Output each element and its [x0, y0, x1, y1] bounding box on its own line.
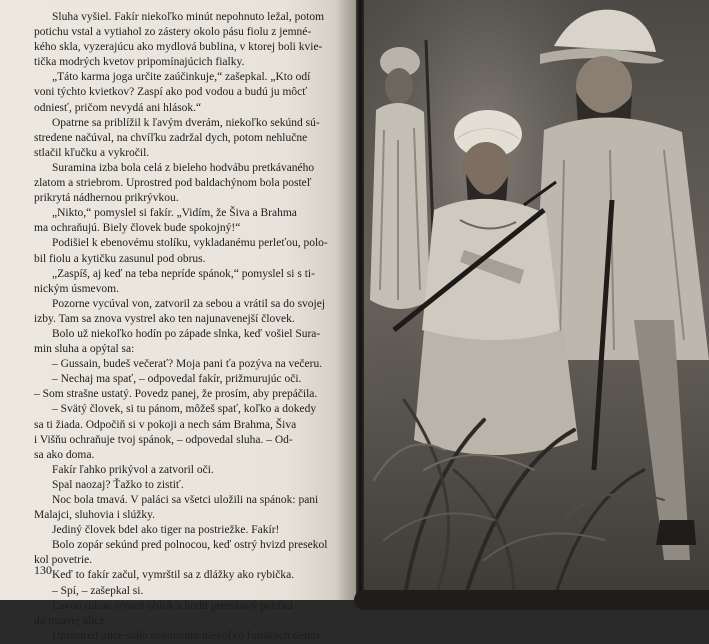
text-line: potichu vstal a vytiahol zo zástery okolo pásu fiolu z jemné-	[34, 26, 312, 39]
text-line: Noc bola tmavá. V paláci sa všetci uložili na spánok: pani	[52, 494, 319, 506]
text-line: kol povetrie.	[34, 554, 93, 567]
text-line: odniesť, pričom nevydá ani hlások.“	[34, 101, 202, 114]
text-line: nickým úsmevom.	[34, 282, 119, 295]
text-line: Jediný človek bdel ako tiger na postriežke. Fakír!	[52, 524, 280, 537]
book-gutter	[356, 0, 364, 600]
text-line: „Zaspíš, aj keď na teba nepríde spánok,“ pomyslel si s ti-	[52, 267, 315, 280]
text-line: Suramina izba bola celá z bieleho hodvábu pretkávaného	[52, 161, 315, 174]
text-line: stredene načúval, na chvíľku zadržal dych, potom nehlučne	[34, 131, 308, 144]
text-line: – Gussain, budeš večerať? Moja pani ťa pozýva na večeru.	[52, 358, 323, 371]
text-line: stlačil kľučku a vykročil.	[34, 146, 150, 159]
text-line: Sluha vyšiel. Fakír niekoľko minút nepohnuto ležal, potom	[52, 11, 325, 23]
text-line: „Táto karma joga určite zaúčinkuje,“ zašepkal. „Kto odí	[52, 71, 311, 84]
text-line: prikrytá nádhernou prikrývkou.	[34, 192, 179, 205]
text-line: Spal naozaj? Ťažko to zistiť.	[52, 478, 184, 491]
text-line: zlatom a striebrom. Uprostred pod baldachýnom bola posteľ	[34, 177, 312, 190]
text-line: – Spí, – zašepkal si.	[52, 584, 144, 597]
text-line: Bolo už niekoľko hodín po západe slnka, keď vošiel Sura-	[52, 327, 321, 340]
text-line: Opatrne sa priblížil k ľavým dverám, niekoľko sekúnd sú-	[52, 116, 320, 129]
text-line: Ľavou rukou otvoril oblok a hodil prenikavý pohľad	[52, 599, 293, 612]
text-line: ma ochraňujú. Biely človek bude spokojný!“	[34, 222, 241, 235]
text-line: Pozorne vycúval von, zatvoril za sebou a vrátil sa do svojej	[52, 297, 326, 310]
text-line: izby. Tam sa znova vystrel ako ten najunavenejší človek.	[34, 312, 295, 325]
text-line: – Nechaj ma spať, – odpovedal fakír, prižmurujúc oči.	[52, 373, 302, 386]
text-line: bil fiolu a kytičku zasunul pod obrus.	[34, 252, 206, 265]
page-number: 130	[34, 563, 52, 577]
text-line: – Som strašne ustatý. Povedz panej, že prosím, aby prepáčila.	[34, 388, 318, 401]
text-line: voni týchto kvietkov? Zaspí ako pod vodou a budú ju môcť	[34, 86, 308, 99]
text-line: do tmavej ulice.	[34, 614, 108, 627]
text-line: tička modrých kvetov pripomínajúcich fialky.	[34, 56, 245, 69]
text-line: Fakír ľahko prikývol a zatvoril oči.	[52, 463, 214, 476]
right-page	[364, 0, 709, 600]
text-line: kého skla, vyzerajúcu ako mydlová bublina, v ktorej boli kvie-	[34, 41, 323, 54]
body-text	[34, 10, 354, 644]
illustration	[364, 0, 709, 600]
text-line: Malajci, sluhovia i slúžky.	[34, 509, 155, 522]
text-line: sa ako doma.	[34, 448, 95, 461]
text-line: – Svätý človek, si tu pánom, môžeš spať, koľko a dokedy	[52, 403, 317, 416]
text-line: Keď to fakír začul, vymrštil sa z dlážky ako rybička.	[52, 569, 295, 582]
text-line: sa ti žiada. Odpočiň si v pokoji a nech sám Brahma, Šiva	[34, 418, 297, 431]
text-line: min sluha a opýtal sa:	[34, 343, 135, 356]
text-line: i Višňu ochraňuje tvoj spánok, – odpovedal sluha. – Od-	[34, 433, 293, 446]
text-line: „Nikto,“ pomyslel si fakír. „Vidím, že Šiva a Brahma	[52, 207, 297, 220]
text-line: Bolo zopár sekúnd pred polnocou, keď ostrý hvizd presekol	[52, 539, 328, 552]
text-line: Podišiel k ebenovému stolíku, vykladanému perleťou, polo-	[52, 237, 328, 250]
text-line: Uprostred ulice stálo nepohnuto niekoľko ľudských tieňov	[52, 629, 322, 642]
